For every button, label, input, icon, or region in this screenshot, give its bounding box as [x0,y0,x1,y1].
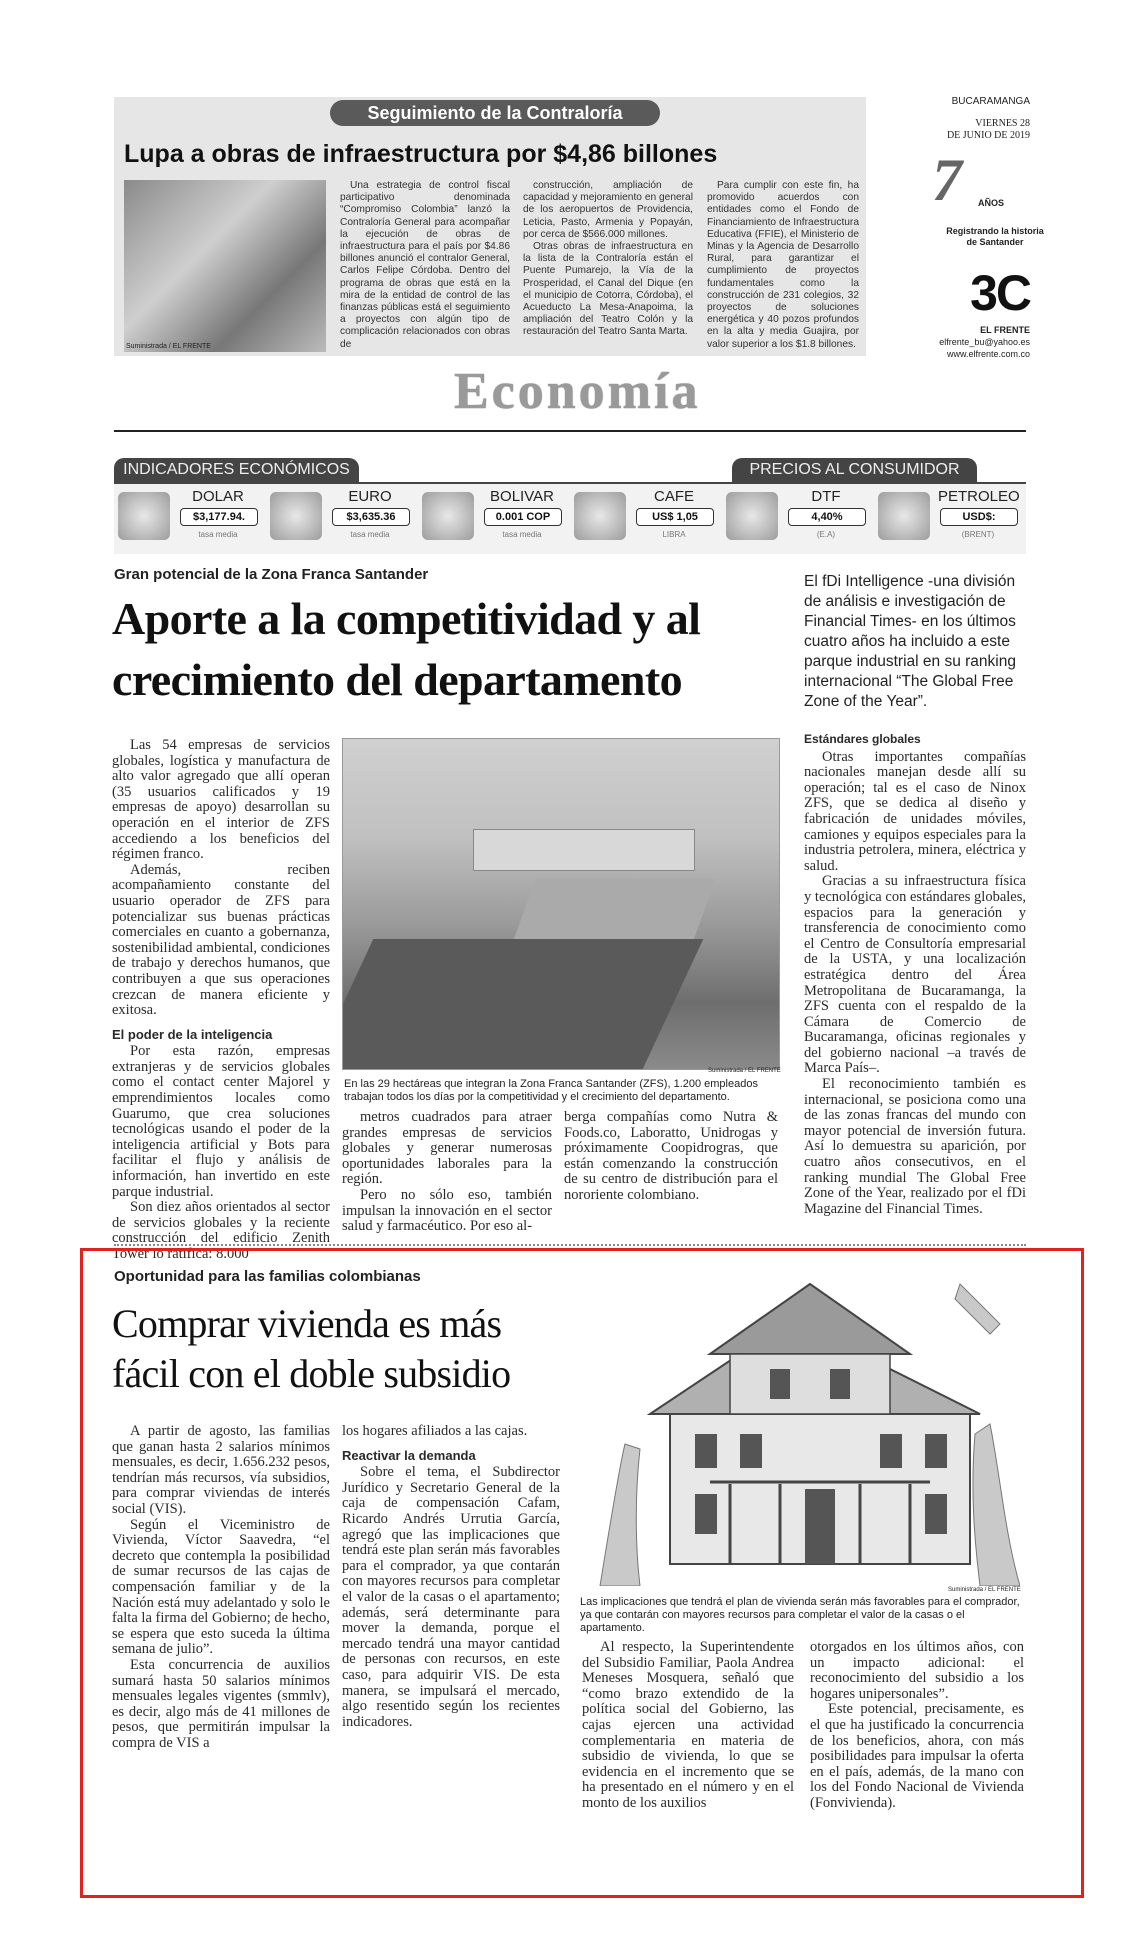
email-text: elfrente_bu@yahoo.es [939,337,1030,347]
story3-subhead: Reactivar la demanda [342,1447,476,1463]
story2-kicker: Gran potencial de la Zona Franca Santander [114,566,429,583]
house-illustration [580,1264,1020,1586]
anniversary-number: 7 [932,147,962,213]
story2-headline-line1: Aporte a la competitividad y al [112,593,701,644]
story3-col4: otorgados en los últimos años, con un impacto adicional: el reconocimiento del subsidio a los hogares unipersonales”. Este potencial, precisamente, es el que ha justificado la concurrencia de los beneficios, ahora, con más posibilidades para impulsar la oferta en el país, además, de la mano con los del Fondo Nacional de Vivienda (Fonvivienda). [810,1639,1024,1811]
indicator-euro [266,486,418,550]
tagline-line1: Registrando la historia [946,226,1044,236]
story3-headline-line1: Comprar vivienda es más [112,1301,502,1346]
story2-photo-credit: Suministrada / EL FRENTE [708,1068,781,1074]
indicator-icon [878,492,930,540]
indicator-icon [726,492,778,540]
indicator-name: DTF [811,488,841,505]
indicator-cafe [570,486,722,550]
story2-col1: Las 54 empresas de servicios globales, logística y manufactura de alto valor agregado que allí operan (35 usuarios calificados y 19 empresas de apoyo) desarrollan su operación en el interior de ZFS accediendo a los beneficios del régimen franco. Además, reciben acompañamiento constante del usuario operador de ZFS para potencializar sus buenas prácticas comerciales en cuanto a gobernanza, sostenibilidad ambiental, condiciones de trabajo y derechos humanos, que contribuyen a que sus operaciones crezcan de manera eficiente y exitosa. El poder de la inteligencia Por esta razón, empresas extranjeras y de servicios globales como el contact center Majorel y emprendimientos locales como Guarumo, que crea soluciones tecnológicas usando el poder de la inteligencia artificial y Bots para facilitar el flujo y análisis de información, han invertido en este parque industrial. Son diez años orientados al sector de servicios globales y la reciente construcción del edificio Zenith Tower lo ratifica: 8.000 [112,737,330,1262]
indicator-dtf [722,486,874,550]
story3-col2: los hogares afiliados a las cajas. Reactivar la demanda Sobre el tema, el Subdirector Jurídico y Secretario General de la caja de compensación Cafam, Ricardo Andrés Urrutia García, agregó que las implicaciones que tendrá este plan serán más favorables para el comprador, ya que contarán con mayores recursos para completar el valor de la casas o el apartamento; además, será determinante para mover la demanda, porque el mercado tendrá una mayor cantidad de personas con recursos, en este caso, para adquirir VIS. De esta manera, se impulsará el mercado, algo resentido según los recientes indicadores. [342,1423,560,1730]
story3-caption: Las implicaciones que tendrá el plan de vivienda serán más favorables para el comprador, ya que contarán con mayores recursos para completar el valor de la casas o el apartamento. [580,1596,1020,1634]
money-photo [124,180,326,352]
story2-col2: metros cuadrados para atraer grandes empresas de servicios globales y generar numerosas oportunidades laborales para la región. Pero no sólo eso, también impulsan la innovación en el sector salud y farmacéutico. Por eso al- [342,1109,552,1235]
indicator-name: BOLIVAR [490,488,554,505]
house-drawing [580,1264,1020,1586]
indicator-dolar [114,486,266,550]
story3-col1: A partir de agosto, las familias que ganan hasta 2 salarios mínimos mensuales, es decir, 1.656.232 pesos, tendrían más recursos, vía subsidios, para comprar viviendas de interés social (VIS). Según el Viceministro de Vivienda, Víctor Saavedra, “el decreto que contempla la posibilidad de sumar recursos de las cajas de compensación familiar y de la Nación está muy adelantado y solo le falta la firma del Gobierno; de hecho, se espera que esto suceda la última semana de julio”. Esta concurrencia de auxilios sumará hasta 50 salarios mínimos mensuales legales vigentes (smmlv), es decir, algo más de 41 millones de pesos, que permitirán impulsar la compra de VIS a [112,1423,330,1751]
top-story-col3: Para cumplir con este fin, ha promovido acuerdos con entidades como el Fondo de Financiamiento de Infraestructura Educativa (FFIE), el Ministerio de Minas y la Agencia de Desarrollo Rural, para garantizar el cumplimiento de proyectos fundamentales como la construcción de 231 colegios, 32 proyectos de soluciones energética y 40 pozos profundos en la alta y media Guajira, por valor superior a los $1.8 billones. [707,180,859,350]
indicator-value: $3,177.94. [180,508,258,526]
story3-col3: Al respecto, la Superintendente del Subsidio Familiar, Paola Andrea Meneses Mosquera, señaló que “como brazo extendido de la política social del Gobierno, las cajas ejercen una actividad complementaria en materia de subsidio de vivienda, lo que se evidencia en el incremento que se ha presentado en el número y en el monto de los auxilios [582,1639,794,1811]
divider-dotted [114,1244,1026,1246]
indicator-petroleo [874,486,1026,550]
story2-right-col: Estándares globales Otras importantes compañías nacionales manejan desde allí su operación; tal es el caso de Ninox ZFS, que se dedica al diseño y fabricación de unidades móviles, camiones y equipos especiales para la industria petrolera, minera, eléctrica y salud. Gracias a su infraestructura física y tecnológica con estándares globales, espacios para la generación y transferencia de conocimiento como el Centro de Consultoría empresarial de la USTA, y una localización estratégica dentro del Área Metropolitana de Bucaramanga, la ZFS cuenta con el respaldo de la Cámara de Comercio de Bucaramanga, oficinas regionales y del gobierno nacional –a través de Marca País–. El reconocimiento también es internacional, se posiciona como una de las zonas francas del mundo con mayor potencial de inversión futura. Así lo demuestra su aparición, por cuatro años consecutivos, en el ranking mundial The Global Free Zone of the Year, realizado por el fDi Magazine del Financial Times. [804,732,1026,1217]
story2-caption: En las 29 hectáreas que integran la Zona Franca Santander (ZFS), 1.200 empleados trabajan todos los días por la competitividad y el crecimiento del departamento. [344,1078,758,1103]
top-story-col1: Una estrategia de control fiscal participativo denominada “Compromiso Colombia” lanzó la Contraloría General para acompañar la ejecución de obras de infraestructura para el país por $4.86 billones anunció el contralor General, Carlos Felipe Córdoba. Dentro del programa de obras que está en la mira de la entidad de control de las finanzas públicas está el seguimiento a proyectos con algún tipo de complicación relacionados con obras de [340,180,510,350]
indicators-right-tab: PRECIOS AL CONSUMIDOR [732,458,977,482]
indicator-note: tasa media [198,530,238,539]
indicator-icon [270,492,322,540]
indicator-value: 0.001 COP [484,508,562,526]
section-rule [114,430,1026,432]
anniversary-word: AÑOS [978,198,1005,208]
paper-name: EL FRENTE [980,325,1030,335]
indicator-note: tasa media [502,530,542,539]
top-story-banner: Seguimiento de la Contraloría [330,100,660,126]
story3-kicker: Oportunidad para las familias colombianas [114,1268,421,1285]
tagline-line2: de Santander [966,237,1024,247]
indicator-note: LIBRA [662,530,686,539]
zona-franca-photo [342,738,780,1070]
indicator-value: $3,635.36 [332,508,410,526]
story3-photo-credit: Suministrada / EL FRENTE [948,1587,1021,1593]
indicator-row [114,482,1026,552]
indicator-value: 4,40% [788,508,866,526]
plaza-shape [342,939,703,1069]
website-text: www.elfrente.com.co [946,349,1030,359]
indicator-note: (BRENT) [961,530,995,539]
indicator-name: CAFE [653,488,694,505]
indicators-left-tab: INDICADORES ECONÓMICOS [114,458,359,482]
city-label: BUCARAMANGA [951,96,1030,107]
story2-subhead-1: El poder de la inteligencia [112,1026,273,1042]
indicator-bolivar [418,486,570,550]
top-story-headline: Lupa a obras de infraestructura por $4,86 billones [124,140,718,168]
story2-subhead-2: Estándares globales [804,732,921,746]
indicator-value: US$ 1,05 [636,508,714,526]
indicator-icon [118,492,170,540]
story3-headline-line2: fácil con el doble subsidio [112,1351,511,1396]
section-title: Economía [454,363,701,420]
date-day: VIERNES 28 [975,118,1030,129]
indicator-note: tasa media [350,530,390,539]
indicator-icon [574,492,626,540]
top-photo-credit: Suministrada / EL FRENTE [126,343,211,350]
top-story-col2: construcción, ampliación de capacidad y mejoramiento en general de los aeropuertos de Providencia, Leticia, Pasto, Armenia y Popayán, por cerca de $566.000 millones. Otras obras de infraestructura en la lista de la Contraloría están el Puente Pumarejo, la Vía de la Prosperidad, el Canal del Dique (en el municipio de Cotorra, Córdoba), el Acueducto La Mesa-Anapoima, la ampliación del Teatro Colón y la restauración del Teatro Santa Marta. [523,180,693,338]
page-number: 3C [970,265,1030,321]
indicator-name: PETROLEO [938,488,1020,505]
anniversary-logo [932,147,1032,218]
indicator-name: EURO [348,488,392,505]
story2-sidebar-intro: El fDi Intelligence -una división de análisis e investigación de Financial Times- en los últimos cuatro años ha incluido a este parque industrial en su ranking internacional “The Global Free Zone of the Year”. [804,573,1016,710]
indicator-value: USD$: [940,508,1018,526]
indicator-name: DOLAR [192,488,244,505]
building-shape [473,829,695,871]
story2-headline-line2: crecimiento del departamento [112,654,682,705]
indicator-icon [422,492,474,540]
story2-col3: berga compañías como Nutra & Foods.co, Laboratto, Unidrogas y próximamente Coopidrogras, que están comenzando la construcción de su centro de distribución para el nororiente colombiano. [564,1109,778,1203]
date-month: DE JUNIO DE 2019 [946,130,1030,141]
indicator-note: (E.A) [816,530,836,539]
